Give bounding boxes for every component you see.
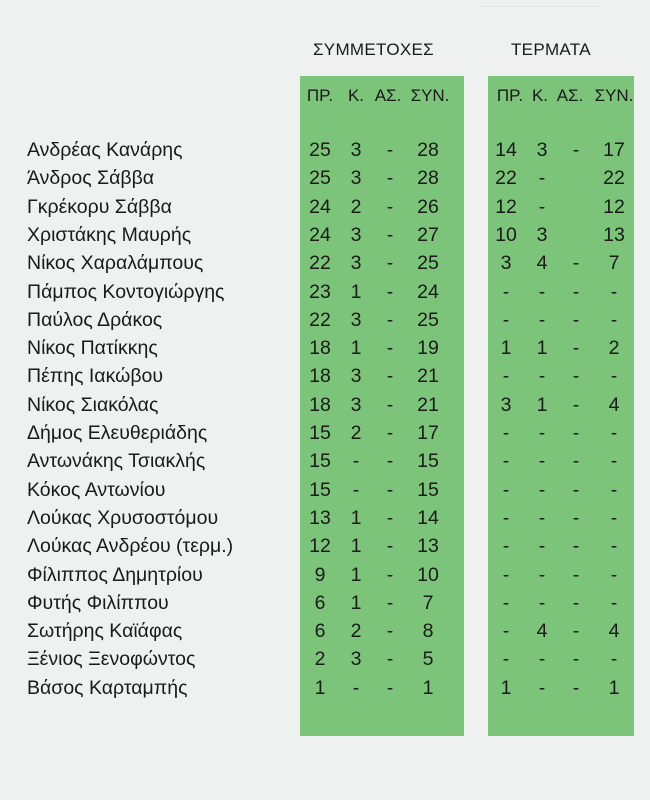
appearances-col-header: ΠΡ. (306, 86, 334, 105)
goals-cell: 22 (495, 167, 517, 190)
goals-col-header: ΑΣ. (556, 86, 584, 105)
goals-cell: - (538, 195, 546, 218)
appearances-cell: - (386, 535, 394, 558)
goals-cell: - (502, 563, 510, 586)
player-name: Γκρέκορυ Σάββα (27, 195, 172, 218)
appearances-cell: 18 (309, 365, 331, 388)
goals-cell: - (572, 506, 580, 529)
table-row (0, 365, 650, 393)
appearances-cell: 1 (350, 535, 362, 558)
table-row (0, 592, 650, 620)
goals-cell: - (538, 365, 546, 388)
goals-cell: 22 (603, 167, 625, 190)
appearances-cell: 12 (309, 535, 331, 558)
appearances-cell: 24 (417, 280, 439, 303)
appearances-cell: 25 (417, 252, 439, 275)
goals-cell: - (572, 648, 580, 671)
appearances-cell: 3 (350, 393, 362, 416)
appearances-cell: 1 (350, 563, 362, 586)
appearances-col-header: Κ. (347, 86, 365, 105)
goals-cell: 4 (608, 620, 620, 643)
player-name: Αντωνάκης Τσιακλής (27, 450, 206, 473)
player-name: Ανδρέας Κανάρης (27, 139, 183, 161)
appearances-cell: 3 (350, 167, 362, 190)
appearances-cell: - (352, 450, 360, 473)
appearances-cell: 28 (417, 167, 439, 190)
appearances-cell: 2 (350, 195, 362, 218)
goals-cell: 3 (536, 223, 548, 246)
table-row (0, 507, 650, 535)
appearances-cell: 10 (417, 563, 439, 586)
goals-cell: 12 (603, 195, 625, 218)
goals-cell: - (610, 478, 618, 501)
player-name: Ξένιος Ξενοφώντος (27, 648, 196, 671)
goals-cell: - (502, 648, 510, 671)
appearances-cell: 24 (309, 223, 331, 246)
goals-cell: - (572, 676, 580, 699)
appearances-cell: - (386, 167, 394, 190)
appearances-cell: - (386, 591, 394, 614)
appearances-cell: - (386, 195, 394, 218)
goals-cell: - (572, 478, 580, 501)
appearances-cell: 22 (309, 252, 331, 275)
appearances-cell: 3 (350, 139, 362, 161)
player-name: Σωτήρης Καϊάφας (27, 620, 183, 643)
goals-cell: - (572, 563, 580, 586)
appearances-cell: 22 (309, 308, 331, 331)
appearances-cell: - (386, 252, 394, 275)
goals-cell: - (610, 535, 618, 558)
appearances-cell: - (386, 365, 394, 388)
goals-col-header: ΣΥΝ. (594, 86, 634, 105)
player-name: Νίκος Χαραλάμπους (27, 252, 204, 275)
table-row (0, 450, 650, 478)
goals-cell: 1 (500, 676, 512, 699)
appearances-cell: - (386, 676, 394, 699)
goals-cell: - (610, 308, 618, 331)
goals-cell: - (572, 252, 580, 275)
appearances-cell: 25 (309, 139, 331, 161)
appearances-cell: 3 (350, 365, 362, 388)
appearances-cell: - (386, 308, 394, 331)
goals-cell: - (538, 167, 546, 190)
table-row (0, 535, 650, 563)
appearances-cell: - (352, 676, 360, 699)
player-name: Νίκος Σιακόλας (27, 393, 159, 416)
bleed-through-mark (480, 6, 600, 17)
table-row (0, 252, 650, 280)
appearances-cell: 15 (417, 450, 439, 473)
goals-col-header: Κ. (531, 86, 549, 105)
appearances-cell: 23 (309, 280, 331, 303)
appearances-cell: 3 (350, 648, 362, 671)
player-name: Βάσος Καρταμπής (27, 676, 188, 699)
appearances-cell: 17 (417, 422, 439, 444)
appearances-cell: 2 (350, 422, 362, 444)
goals-cell: - (610, 648, 618, 671)
appearances-cell: 26 (417, 195, 439, 218)
goals-cell: - (538, 563, 546, 586)
table-row (0, 139, 650, 167)
appearances-cell: 15 (417, 478, 439, 501)
goals-cell: 13 (603, 223, 625, 246)
appearances-cell: 18 (309, 393, 331, 416)
goals-cell: - (538, 591, 546, 614)
appearances-cell: 24 (309, 195, 331, 218)
appearances-cell: - (386, 648, 394, 671)
appearances-cell: - (386, 337, 394, 360)
goals-cell: 3 (500, 393, 512, 416)
goals-cell: - (572, 450, 580, 473)
goals-cell: 4 (536, 252, 548, 275)
appearances-cell: - (386, 139, 394, 161)
appearances-cell: - (386, 620, 394, 643)
goals-cell: 12 (495, 195, 517, 218)
goals-cell: 1 (536, 393, 548, 416)
goals-cell: - (610, 506, 618, 529)
goals-cell: - (572, 591, 580, 614)
goals-cell: - (502, 535, 510, 558)
goals-cell: 3 (500, 252, 512, 275)
appearances-cell: - (386, 563, 394, 586)
goals-cell: 4 (536, 620, 548, 643)
goals-cell: 1 (608, 676, 620, 699)
appearances-cell: - (386, 450, 394, 473)
appearances-cell: 18 (309, 337, 331, 360)
goals-cell: 2 (608, 337, 620, 360)
goals-cell: - (502, 591, 510, 614)
appearances-cell: 7 (422, 591, 434, 614)
player-name: Χριστάκης Μαυρής (27, 223, 192, 246)
goals-title: ΤΕΡΜΑΤΑ (511, 40, 591, 59)
goals-cell: - (502, 478, 510, 501)
appearances-cell: 21 (417, 365, 439, 388)
appearances-cell: 9 (314, 563, 326, 586)
appearances-cell: - (386, 280, 394, 303)
goals-cell: 10 (495, 223, 517, 246)
appearances-cell: 3 (350, 252, 362, 275)
player-name: Κόκος Αντωνίου (27, 478, 166, 501)
table-row (0, 167, 650, 195)
goals-cell: - (610, 563, 618, 586)
goals-cell: - (538, 506, 546, 529)
appearances-cell: 1 (314, 676, 326, 699)
appearances-cell: 6 (314, 620, 326, 643)
appearances-cell: 14 (417, 506, 439, 529)
appearances-cell: 1 (350, 591, 362, 614)
appearances-cell: - (386, 223, 394, 246)
goals-cell: - (572, 535, 580, 558)
table-row (0, 394, 650, 422)
table-row (0, 281, 650, 309)
player-name: Παύλος Δράκος (27, 308, 163, 331)
goals-cell: - (502, 365, 510, 388)
table-row (0, 620, 650, 648)
appearances-cell: 8 (422, 620, 434, 643)
appearances-cell: 25 (309, 167, 331, 190)
goals-cell: - (610, 422, 618, 444)
appearances-cell: 15 (309, 422, 331, 444)
appearances-cell: - (352, 478, 360, 501)
goals-cell: - (610, 591, 618, 614)
goals-cell: - (572, 139, 580, 161)
player-name: Φίλιππος Δημητρίου (27, 563, 203, 586)
appearances-cell: 21 (417, 393, 439, 416)
player-name: Λούκας Ανδρέου (τερμ.) (27, 535, 234, 558)
goals-cell: - (502, 506, 510, 529)
goals-col-header: ΠΡ. (496, 86, 524, 105)
appearances-cell: 3 (350, 223, 362, 246)
goals-cell: - (538, 478, 546, 501)
player-name: Πάμπος Κοντογιώργης (27, 280, 225, 303)
player-name: Λούκας Χρυσοστόμου (27, 506, 219, 529)
appearances-cell: - (386, 393, 394, 416)
table-row (0, 648, 650, 676)
appearances-cell: 2 (314, 648, 326, 671)
goals-cell: - (502, 422, 510, 444)
table-row (0, 422, 650, 450)
player-name: Φυτής Φιλίππου (27, 591, 169, 614)
appearances-cell: - (386, 422, 394, 444)
appearances-cell: 2 (350, 620, 362, 643)
goals-cell: - (572, 365, 580, 388)
goals-cell: - (502, 308, 510, 331)
appearances-cell: 28 (417, 139, 439, 161)
appearances-cell: 3 (350, 308, 362, 331)
appearances-cell: - (386, 478, 394, 501)
appearances-cell: 15 (309, 450, 331, 473)
player-name: Νίκος Πατίκκης (27, 337, 158, 360)
goals-cell: - (538, 422, 546, 444)
table-row (0, 479, 650, 507)
goals-cell: - (610, 365, 618, 388)
table-row (0, 196, 650, 224)
goals-cell: - (610, 450, 618, 473)
goals-cell: 17 (603, 139, 625, 161)
goals-cell: 4 (608, 393, 620, 416)
goals-cell: 3 (536, 139, 548, 161)
goals-cell: - (502, 450, 510, 473)
appearances-cell: 15 (309, 478, 331, 501)
goals-cell: 1 (536, 337, 548, 360)
appearances-cell: 6 (314, 591, 326, 614)
goals-cell: - (538, 648, 546, 671)
table-row (0, 224, 650, 252)
goals-cell: - (572, 422, 580, 444)
goals-cell: 1 (500, 337, 512, 360)
goals-cell: - (538, 450, 546, 473)
goals-cell: - (538, 308, 546, 331)
goals-cell: - (572, 337, 580, 360)
goals-cell: - (572, 393, 580, 416)
appearances-cell: 13 (309, 506, 331, 529)
appearances-cell: - (386, 506, 394, 529)
appearances-cell: 13 (417, 535, 439, 558)
table-row (0, 564, 650, 592)
table-row (0, 309, 650, 337)
table-row (0, 337, 650, 365)
appearances-cell: 25 (417, 308, 439, 331)
goals-cell: - (538, 535, 546, 558)
player-name: Άνδρος Σάββα (27, 167, 155, 190)
appearances-cell: 19 (417, 337, 439, 360)
goals-cell: - (610, 280, 618, 303)
table-row (0, 677, 650, 705)
goals-cell: - (502, 620, 510, 643)
appearances-col-header: ΑΣ. (374, 86, 402, 105)
player-name: Δήμος Ελευθεριάδης (27, 422, 208, 444)
goals-cell: - (538, 280, 546, 303)
appearances-cell: 1 (350, 337, 362, 360)
goals-cell: 14 (495, 139, 517, 161)
appearances-col-header: ΣΥΝ. (410, 86, 450, 105)
goals-cell: - (538, 676, 546, 699)
appearances-cell: 27 (417, 223, 439, 246)
goals-cell: 7 (608, 252, 620, 275)
goals-cell: - (572, 280, 580, 303)
goals-cell: - (572, 308, 580, 331)
appearances-cell: 1 (350, 280, 362, 303)
appearances-cell: 1 (422, 676, 434, 699)
appearances-cell: 1 (350, 506, 362, 529)
appearances-title: ΣΥΜΜΕΤΟΧΕΣ (313, 40, 434, 59)
goals-cell: - (572, 620, 580, 643)
appearances-cell: 5 (422, 648, 434, 671)
player-name: Πέπης Ιακώβου (27, 365, 164, 388)
goals-cell: - (502, 280, 510, 303)
